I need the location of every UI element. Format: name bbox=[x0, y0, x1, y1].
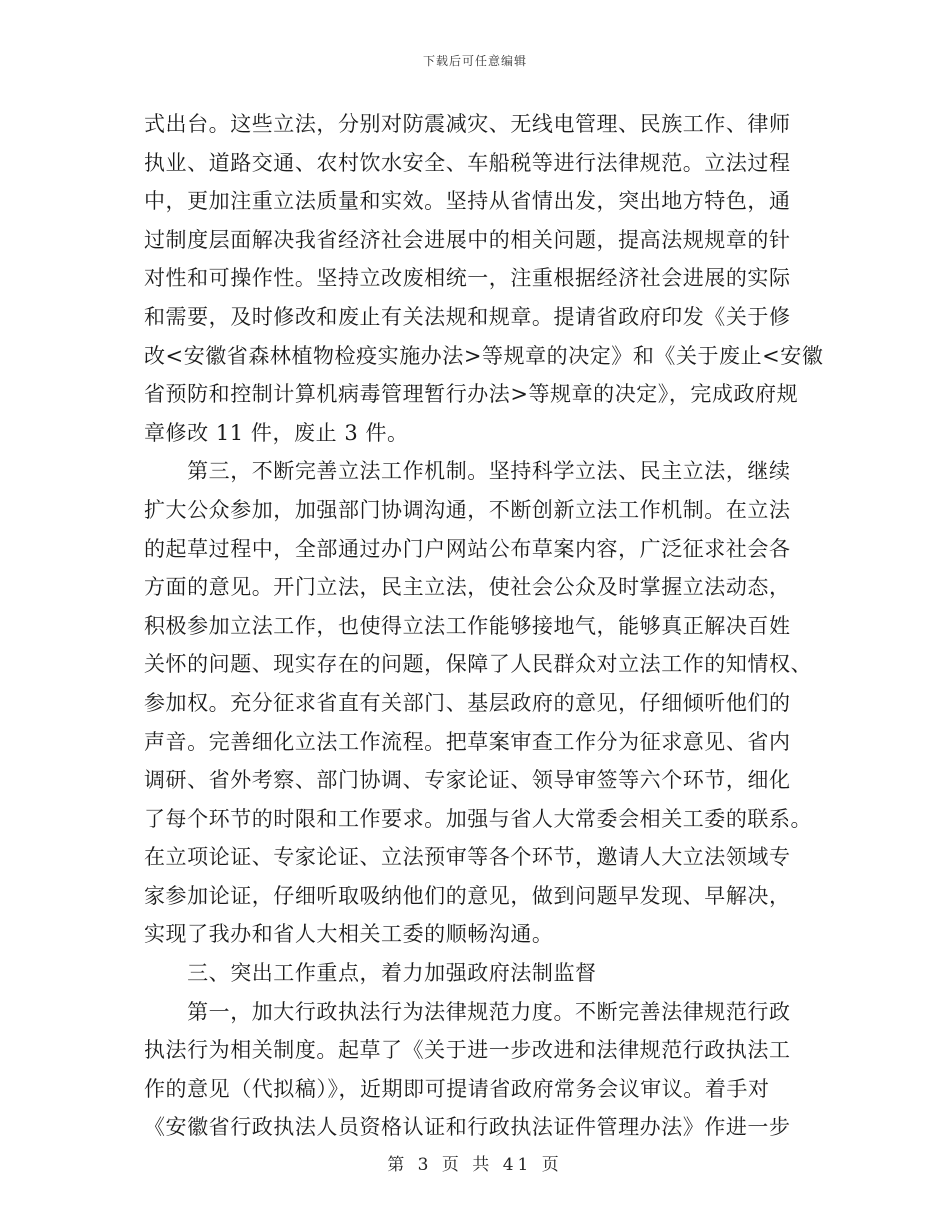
text-line: 执业、道路交通、农村饮水安全、车船税等进行法律规范。立法过程 bbox=[144, 150, 791, 175]
text-line: 了每个环节的时限和工作要求。加强与省人大常委会相关工委的联系。 bbox=[144, 806, 813, 831]
text-line: 省预防和控制计算机病毒管理暂行办法>等规章的决定》，完成政府规 bbox=[144, 382, 799, 407]
page-number-footer: 第 3 页 共 41 页 bbox=[387, 1155, 563, 1175]
text-line: 在立项论证、专家论证、立法预审等各个环节，邀请人大立法领域专 bbox=[144, 845, 791, 870]
text-line: 式出台。这些立法，分别对防震减灾、无线电管理、民族工作、律师 bbox=[144, 112, 791, 136]
text-line: 《安徽省行政执法人员资格认证和行政执法证件管理办法》作进一步 bbox=[144, 1115, 791, 1140]
text-line: 对性和可操作性。坚持立改废相统一，注重根据经济社会进展的实际 bbox=[144, 266, 791, 291]
text-line: 改<安徽省森林植物检疫实施办法>等规章的决定》和《关于废止<安徽 bbox=[144, 343, 824, 368]
page-header: 下载后可任意编辑 bbox=[422, 54, 527, 68]
section-heading: 三、突出工作重点，着力加强政府法制监督 bbox=[144, 961, 597, 986]
text-line: 中，更加注重立法质量和实效。坚持从省情出发，突出地方特色，通 bbox=[144, 189, 791, 214]
text-line: 方面的意见。开门立法，民主立法，使社会公众及时掌握立法动态， bbox=[144, 575, 791, 600]
text-line: 家参加论证，仔细听取吸纳他们的意见，做到问题早发现、早解决， bbox=[144, 883, 791, 908]
text-line: 过制度层面解决我省经济社会进展中的相关问题，提高法规规章的针 bbox=[144, 227, 791, 252]
text-line: 执法行为相关制度。起草了《关于进一步改进和法律规范行政执法工 bbox=[144, 1038, 791, 1063]
text-line: 和需要，及时修改和废止有关法规和规章。提请省政府印发《关于修 bbox=[144, 304, 791, 329]
text-line: 第三，不断完善立法工作机制。坚持科学立法、民主立法，继续 bbox=[144, 459, 791, 484]
text-line: 实现了我办和省人大相关工委的顺畅沟通。 bbox=[144, 922, 554, 947]
text-line: 作的意见（代拟稿）》，近期即可提请省政府常务会议审议。着手对 bbox=[144, 1076, 770, 1101]
text-line: 第一，加大行政执法行为法律规范力度。不断完善法律规范行政 bbox=[144, 999, 791, 1024]
text-line: 声音。完善细化立法工作流程。把草案审查工作分为征求意见、省内 bbox=[144, 729, 791, 754]
text-line: 积极参加立法工作，也使得立法工作能够接地气，能够真正解决百姓 bbox=[144, 613, 791, 638]
text-line: 参加权。充分征求省直有关部门、基层政府的意见，仔细倾听他们的 bbox=[144, 690, 791, 715]
text-line: 调研、省外考察、部门协调、专家论证、领导审签等六个环节，细化 bbox=[144, 768, 791, 793]
text-line: 的起草过程中，全部通过办门户网站公布草案内容，广泛征求社会各 bbox=[144, 536, 791, 561]
text-line: 扩大公众参加，加强部门协调沟通，不断创新立法工作机制。在立法 bbox=[144, 497, 791, 522]
document-body bbox=[144, 105, 824, 1147]
text-line: 关怀的问题、现实存在的问题，保障了人民群众对立法工作的知情权、 bbox=[144, 652, 813, 677]
text-line: 章修改 11 件，废止 3 件。 bbox=[144, 420, 409, 445]
